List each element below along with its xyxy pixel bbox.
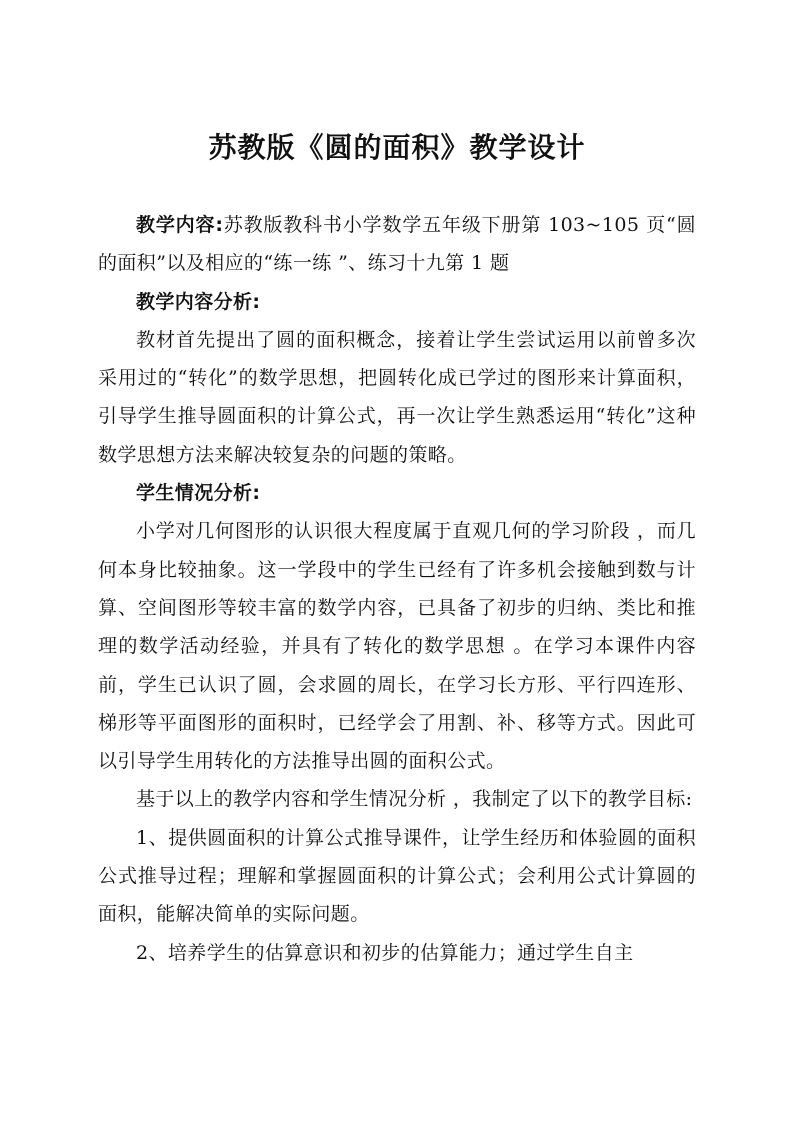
teaching-content-paragraph [98, 206, 696, 283]
student-analysis-heading: 学生情况分析: [136, 482, 261, 505]
content-analysis-heading: 教学内容分析: [136, 290, 261, 313]
content-analysis-paragraph: 教材首先提出了圆的面积概念，接着让学生尝试运用以前曾多次采用过的“转化”的数学思想，把圆转化成已学过的图形来计算面积，引导学生推导圆面积的计算公式，再一次让学生熟悉运用“转化”这种数学思想方法来解决较复杂的问题的策略。 [98, 328, 696, 466]
teaching-content-text: 苏教版教科书小学数学五年级下册第 103~105 页“圆的面积”以及相应的“练一练 ”、练习十九第 1 题 [98, 214, 696, 275]
page-title: 苏教版《圆的面积》教学设计 [208, 131, 586, 164]
teaching-content-label: 教学内容: [136, 214, 224, 236]
student-analysis-paragraph: 小学对几何图形的认识很大程度属于直观几何的学习阶段 ，而几何本身比较抽象。这一学段中的学生已经有了许多机会接触到数与计算、空间图形等较丰富的数学内容，已具备了初步的归纳、类比和推理的数学活动经验，并具有了转化的数学思想 。在学习本课件内容前，学生已认识了圆，会求圆的周长，在学习长方形、平行四连形、梯形等平面图形的面积时，已经学会了用割、补、移等方式。因此可以引导学生用转化的方法推导出圆的面积公式。 [98, 520, 696, 773]
goal-item: 1、提供圆面积的计算公式推导课件，让学生经历和体验圆的面积公式推导过程；理解和掌握圆面积的计算公式；会利用公式计算圆的面积，能解决简单的实际问题。 [98, 826, 696, 926]
goal-item: 2、培养学生的估算意识和初步的估算能力；通过学生自主 [136, 941, 634, 964]
goals-intro-paragraph: 基于以上的教学内容和学生情况分析 ，我制定了以下的教学目标: [136, 788, 693, 811]
document-body [98, 206, 696, 972]
